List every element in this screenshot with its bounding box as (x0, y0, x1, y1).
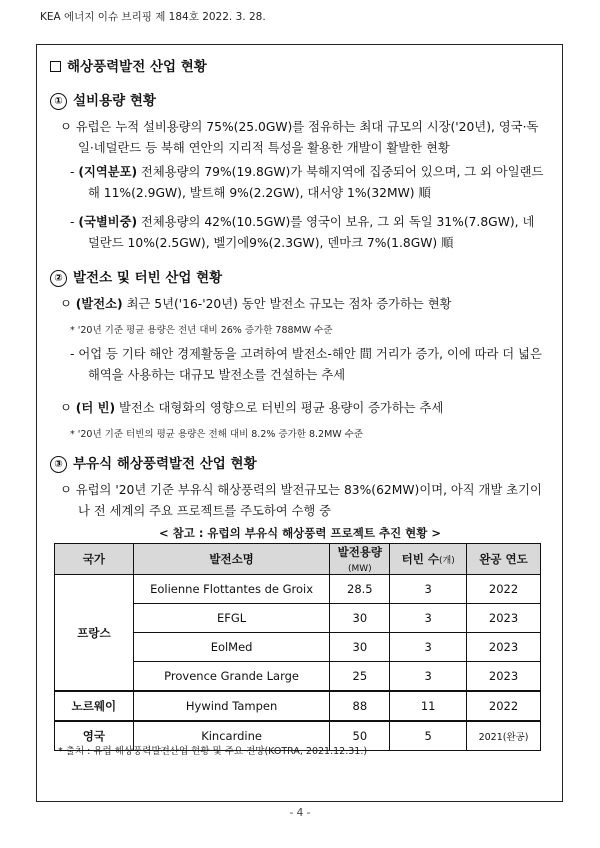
capacity-cell: 25 (330, 662, 390, 692)
circled-number-2: ② (50, 270, 67, 287)
circled-number-3: ③ (50, 456, 67, 473)
title-text: 해상풍력발전 산업 현황 (67, 59, 207, 75)
table-row (55, 691, 541, 721)
table-source: * 출처 : 유럽 해상풍력발전산업 현황 및 주요 전망(KOTRA, 2021.12.31.) (58, 746, 368, 757)
turbines-cell: 3 (390, 662, 467, 692)
capacity-cell: 28.5 (330, 575, 390, 604)
section2-title: 발전소 및 터빈 산업 현황 (73, 270, 223, 286)
section2-note1: * '20년 기준 평균 용량은 전년 대비 26% 증가한 788MW 수준 (70, 325, 333, 336)
section1-bullet-text: 유럽은 누적 설비용량의 75%(25.0GW)를 점유하는 최대 규모의 시장('20년), 영국·독일·네덜란드 등 북해 연안의 지리적 특성을 활용한 개발이 활발한 현황 (75, 120, 539, 155)
year-cell: 2022 (467, 691, 541, 721)
table-row (55, 575, 541, 604)
table-header-row (55, 544, 541, 575)
section1-sub2-label: (국별비중) (78, 215, 138, 229)
section1-sub1: - (지역분포) 전체용량의 79%(19.8GW)가 북해지역에 집중되어 있으며, 그 외 아일랜드해 11%(2.9GW), 발트해 9%(2.2GW), 대서양 1%(32MW) 順 (70, 165, 544, 200)
page-number: - 4 - (289, 807, 311, 819)
table-caption: < 참고 : 유럽의 부유식 해상풍력 프로젝트 추진 현황 > (158, 526, 442, 540)
section2-b2-label: (터 빈) (75, 401, 116, 415)
capacity-cell: 30 (330, 604, 390, 633)
capacity-cell: 88 (330, 691, 390, 721)
year-cell: 2023 (467, 633, 541, 662)
section3-heading (50, 452, 257, 473)
year-cell: 2022 (467, 575, 541, 604)
year-cell: 2023 (467, 662, 541, 692)
section2-b1-label: (발전소) (75, 297, 123, 311)
name-cell: Kincardine (133, 721, 330, 751)
section3-title: 부유식 해상풍력발전 산업 현황 (73, 456, 257, 472)
section3-bullet: ㅇ 유럽의 '20년 기준 부유식 해상풍력의 발전규모는 83%(62MW)이며, 아직 개발 초기이나 전 세계의 주요 프로젝트를 주도하여 수행 중 (60, 483, 542, 518)
section2-b2-text: 발전소 대형화의 영향으로 터빈의 평균 용량이 증가하는 추세 (115, 401, 444, 415)
section2-note2: * '20년 기준 터빈의 평균 용량은 전해 대비 8.2% 증가한 8.2MW 수준 (70, 429, 364, 440)
section2-sub1: - 어업 등 기타 해안 경제활동을 고려하여 발전소-해안 間 거리가 증가, 이에 따라 더 넓은 해역을 사용하는 대규모 발전소를 건설하는 추세 (70, 347, 542, 382)
country-cell: 영국 (55, 721, 134, 751)
header-name: 발전소명 (133, 544, 330, 575)
section2-bullet1: ㅇ (발전소) 최근 5년('16-'20년) 동안 발전소 규모는 점차 증가하는 현황 (60, 297, 452, 311)
section1-sub2-text: 전체용량의 42%(10.5GW)를 영국이 보유, 그 외 독일 31%(7.8GW), 네덜란드 10%(2.5GW), 벨기에9%(2.3GW), 덴마크 7%(1.8GW) 順 (88, 215, 535, 250)
section1-bullet: ㅇ 유럽은 누적 설비용량의 75%(25.0GW)를 점유하는 최대 규모의 시장('20년), 영국·독일·네덜란드 등 북해 연안의 지리적 특성을 활용한 개발이 활발한 현황 (60, 120, 539, 155)
name-cell: EFGL (133, 604, 330, 633)
section1-sub1-text: 전체용량의 79%(19.8GW)가 북해지역에 집중되어 있으며, 그 외 아일랜드해 11%(2.9GW), 발트해 9%(2.2GW), 대서양 1%(32MW) 順 (88, 165, 544, 200)
year-cell: 2023 (467, 604, 541, 633)
country-cell: 프랑스 (55, 575, 134, 692)
document-title (50, 55, 207, 75)
turbines-cell: 3 (390, 575, 467, 604)
circled-number-1: ① (50, 93, 67, 110)
section3-bullet-text: 유럽의 '20년 기준 부유식 해상풍력의 발전규모는 83%(62MW)이며, 아직 개발 초기이나 전 세계의 주요 프로젝트를 주도하여 수행 중 (75, 483, 542, 518)
section2-sub1-text: 어업 등 기타 해안 경제활동을 고려하여 발전소-해안 間 거리가 증가, 이에 따라 더 넓은 해역을 사용하는 대규모 발전소를 건설하는 추세 (78, 347, 542, 382)
turbines-cell: 3 (390, 633, 467, 662)
header-turbines: 터빈 수(개) (390, 544, 467, 575)
checkbox-square-icon (50, 61, 61, 72)
name-cell: EolMed (133, 633, 330, 662)
capacity-cell: 30 (330, 633, 390, 662)
year-cell: 2021(완공) (467, 721, 541, 751)
turbines-cell: 11 (390, 691, 467, 721)
section1-title: 설비용량 현황 (73, 93, 156, 109)
name-cell: Hywind Tampen (133, 691, 330, 721)
section1-heading (50, 89, 156, 110)
turbines-cell: 3 (390, 604, 467, 633)
section2-bullet2: ㅇ (터 빈) 발전소 대형화의 영향으로 터빈의 평균 용량이 증가하는 추세 (60, 401, 444, 415)
name-cell: Provence Grande Large (133, 662, 330, 692)
header-capacity: 발전용량(MW) (330, 544, 390, 575)
country-cell: 노르웨이 (55, 691, 134, 721)
capacity-cell: 50 (330, 721, 390, 751)
name-cell: Eolienne Flottantes de Groix (133, 575, 330, 604)
header-year: 완공 연도 (467, 544, 541, 575)
section1-sub2: - (국별비중) 전체용량의 42%(10.5GW)를 영국이 보유, 그 외 독일 31%(7.8GW), 네덜란드 10%(2.5GW), 벨기에9%(2.3GW), 덴마크 7%(1.8GW) 順 (70, 215, 535, 250)
section2-b1-text: 최근 5년('16-'20년) 동안 발전소 규모는 점차 증가하는 현황 (122, 297, 452, 311)
section1-sub1-label: (지역분포) (78, 165, 138, 179)
header-country: 국가 (55, 544, 134, 575)
turbines-cell: 5 (390, 721, 467, 751)
page-header: KEA 에너지 이슈 브리핑 제 184호 2022. 3. 28. (40, 11, 266, 23)
projects-table (54, 543, 541, 751)
section2-heading (50, 266, 222, 287)
